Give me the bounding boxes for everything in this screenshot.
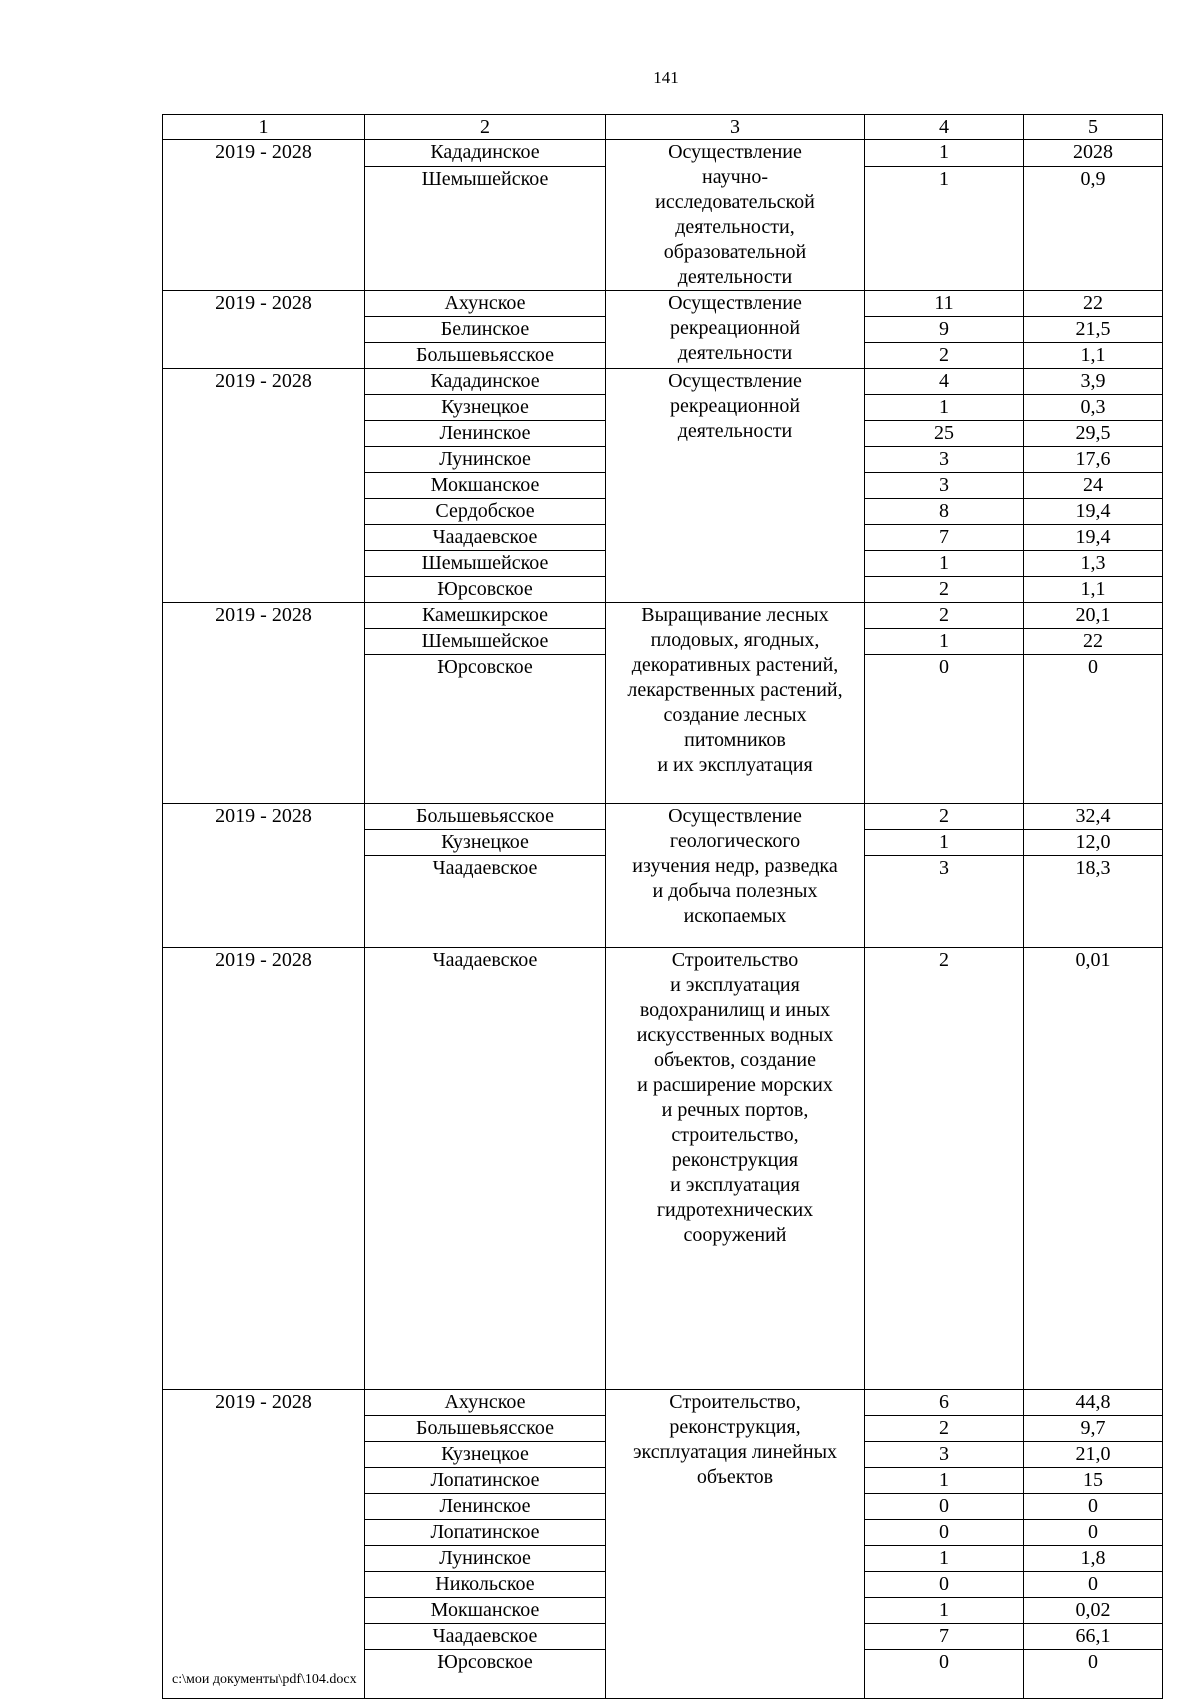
count-cell: 1 [865, 395, 1024, 421]
settlement-cell: Большевьясское [365, 343, 606, 369]
activity-cell: Осуществление рекреационной деятельности [606, 369, 865, 603]
area-cell: 0 [1024, 1494, 1163, 1520]
area-cell: 0 [1024, 655, 1163, 804]
area-cell: 29,5 [1024, 421, 1163, 447]
table-body [163, 115, 1163, 1699]
area-cell: 0,3 [1024, 395, 1163, 421]
header-cell: 5 [1024, 115, 1163, 140]
area-cell: 21,5 [1024, 317, 1163, 343]
count-cell: 3 [865, 473, 1024, 499]
settlement-cell: Ленинское [365, 1494, 606, 1520]
area-cell: 1,8 [1024, 1546, 1163, 1572]
settlement-cell: Ахунское [365, 291, 606, 317]
settlement-cell: Кузнецкое [365, 395, 606, 421]
settlement-cell: Сердобское [365, 499, 606, 525]
settlement-cell: Лопатинское [365, 1468, 606, 1494]
area-cell: 1,1 [1024, 343, 1163, 369]
count-cell: 7 [865, 1624, 1024, 1650]
count-cell: 1 [865, 830, 1024, 856]
count-cell: 25 [865, 421, 1024, 447]
count-cell: 2 [865, 577, 1024, 603]
count-cell: 8 [865, 499, 1024, 525]
settlement-cell: Кададинское [365, 140, 606, 167]
count-cell: 2 [865, 1416, 1024, 1442]
period-cell: 2019 - 2028 [163, 948, 365, 1390]
count-cell: 11 [865, 291, 1024, 317]
area-cell: 1,3 [1024, 551, 1163, 577]
settlement-cell: Чаадаевское [365, 856, 606, 948]
settlement-cell: Ленинское [365, 421, 606, 447]
settlement-cell: Ахунское [365, 1390, 606, 1416]
area-cell: 66,1 [1024, 1624, 1163, 1650]
count-cell: 2 [865, 948, 1024, 1390]
count-cell: 2 [865, 804, 1024, 830]
settlement-cell: Шемышейское [365, 551, 606, 577]
footer-file-path: c:\мои документы\pdf\104.docx [172, 1672, 357, 1687]
area-cell: 3,9 [1024, 369, 1163, 395]
area-cell: 0 [1024, 1650, 1163, 1699]
header-cell: 2 [365, 115, 606, 140]
count-cell: 0 [865, 1650, 1024, 1699]
count-cell: 1 [865, 1546, 1024, 1572]
count-cell: 2 [865, 343, 1024, 369]
area-cell: 24 [1024, 473, 1163, 499]
period-cell: 2019 - 2028 [163, 603, 365, 804]
settlement-cell: Большевьясское [365, 804, 606, 830]
header-cell: 4 [865, 115, 1024, 140]
settlement-cell: Чаадаевское [365, 525, 606, 551]
area-cell: 0,01 [1024, 948, 1163, 1390]
area-cell: 12,0 [1024, 830, 1163, 856]
count-cell: 0 [865, 1494, 1024, 1520]
settlement-cell: Юрсовское [365, 577, 606, 603]
area-cell: 0,02 [1024, 1598, 1163, 1624]
period-cell: 2019 - 2028 [163, 140, 365, 291]
count-cell: 3 [865, 1442, 1024, 1468]
count-cell: 3 [865, 856, 1024, 948]
count-cell: 1 [865, 167, 1024, 291]
area-cell: 18,3 [1024, 856, 1163, 948]
count-cell: 1 [865, 140, 1024, 167]
count-cell: 6 [865, 1390, 1024, 1416]
count-cell: 1 [865, 1598, 1024, 1624]
settlement-cell: Лунинское [365, 1546, 606, 1572]
area-cell: 17,6 [1024, 447, 1163, 473]
table-row [163, 1390, 1163, 1416]
settlement-cell: Шемышейское [365, 167, 606, 291]
area-cell: 22 [1024, 291, 1163, 317]
area-cell: 32,4 [1024, 804, 1163, 830]
area-cell: 21,0 [1024, 1442, 1163, 1468]
count-cell: 7 [865, 525, 1024, 551]
activity-cell: Осуществление рекреационной деятельности [606, 291, 865, 369]
settlement-cell: Мокшанское [365, 473, 606, 499]
count-cell: 2 [865, 603, 1024, 629]
count-cell: 1 [865, 1468, 1024, 1494]
period-cell: 2019 - 2028 [163, 804, 365, 948]
table-row [163, 291, 1163, 317]
count-cell: 9 [865, 317, 1024, 343]
settlement-cell: Кузнецкое [365, 1442, 606, 1468]
area-cell: 1,1 [1024, 577, 1163, 603]
area-cell: 15 [1024, 1468, 1163, 1494]
data-table [162, 114, 1163, 1699]
area-cell: 0 [1024, 1520, 1163, 1546]
settlement-cell: Чаадаевское [365, 1624, 606, 1650]
area-cell: 44,8 [1024, 1390, 1163, 1416]
area-cell: 20,1 [1024, 603, 1163, 629]
page-number: 141 [653, 68, 679, 87]
activity-cell: Выращивание лесных плодовых, ягодных, декоративных растений, лекарственных растений, создание лесных питомников и их эксплуатация [606, 603, 865, 804]
period-cell: 2019 - 2028 [163, 369, 365, 603]
table-row [163, 603, 1163, 629]
table-row [163, 369, 1163, 395]
period-cell: 2019 - 2028 [163, 1390, 365, 1699]
settlement-cell: Шемышейское [365, 629, 606, 655]
count-cell: 0 [865, 655, 1024, 804]
settlement-cell: Юрсовское [365, 655, 606, 804]
count-cell: 0 [865, 1520, 1024, 1546]
header-cell: 3 [606, 115, 865, 140]
count-cell: 3 [865, 447, 1024, 473]
count-cell: 1 [865, 551, 1024, 577]
activity-cell: Строительство, реконструкция, эксплуатация линейных объектов [606, 1390, 865, 1699]
count-cell: 1 [865, 629, 1024, 655]
count-cell: 4 [865, 369, 1024, 395]
settlement-cell: Лопатинское [365, 1520, 606, 1546]
area-cell: 2028 [1024, 140, 1163, 167]
area-cell: 0,9 [1024, 167, 1163, 291]
table-row [163, 804, 1163, 830]
activity-cell: Осуществление геологического изучения недр, разведка и добыча полезных ископаемых [606, 804, 865, 948]
table-row [163, 948, 1163, 1390]
settlement-cell: Чаадаевское [365, 948, 606, 1390]
settlement-cell: Лунинское [365, 447, 606, 473]
header-row [163, 115, 1163, 140]
settlement-cell: Белинское [365, 317, 606, 343]
settlement-cell: Никольское [365, 1572, 606, 1598]
activity-cell: Осуществление научно- исследовательской деятельности, образовательной деятельности [606, 140, 865, 291]
area-cell: 22 [1024, 629, 1163, 655]
table-row [163, 140, 1163, 167]
period-cell: 2019 - 2028 [163, 291, 365, 369]
activity-cell: Строительство и эксплуатация водохранилищ и иных искусственных водных объектов, создание и расширение морских и речных портов, строительство, реконструкция и эксплуатация гидротехнических сооружений [606, 948, 865, 1390]
settlement-cell: Мокшанское [365, 1598, 606, 1624]
settlement-cell: Большевьясское [365, 1416, 606, 1442]
settlement-cell: Юрсовское [365, 1650, 606, 1699]
area-cell: 0 [1024, 1572, 1163, 1598]
header-cell: 1 [163, 115, 365, 140]
settlement-cell: Кададинское [365, 369, 606, 395]
settlement-cell: Кузнецкое [365, 830, 606, 856]
settlement-cell: Камешкирское [365, 603, 606, 629]
area-cell: 9,7 [1024, 1416, 1163, 1442]
count-cell: 0 [865, 1572, 1024, 1598]
area-cell: 19,4 [1024, 525, 1163, 551]
area-cell: 19,4 [1024, 499, 1163, 525]
